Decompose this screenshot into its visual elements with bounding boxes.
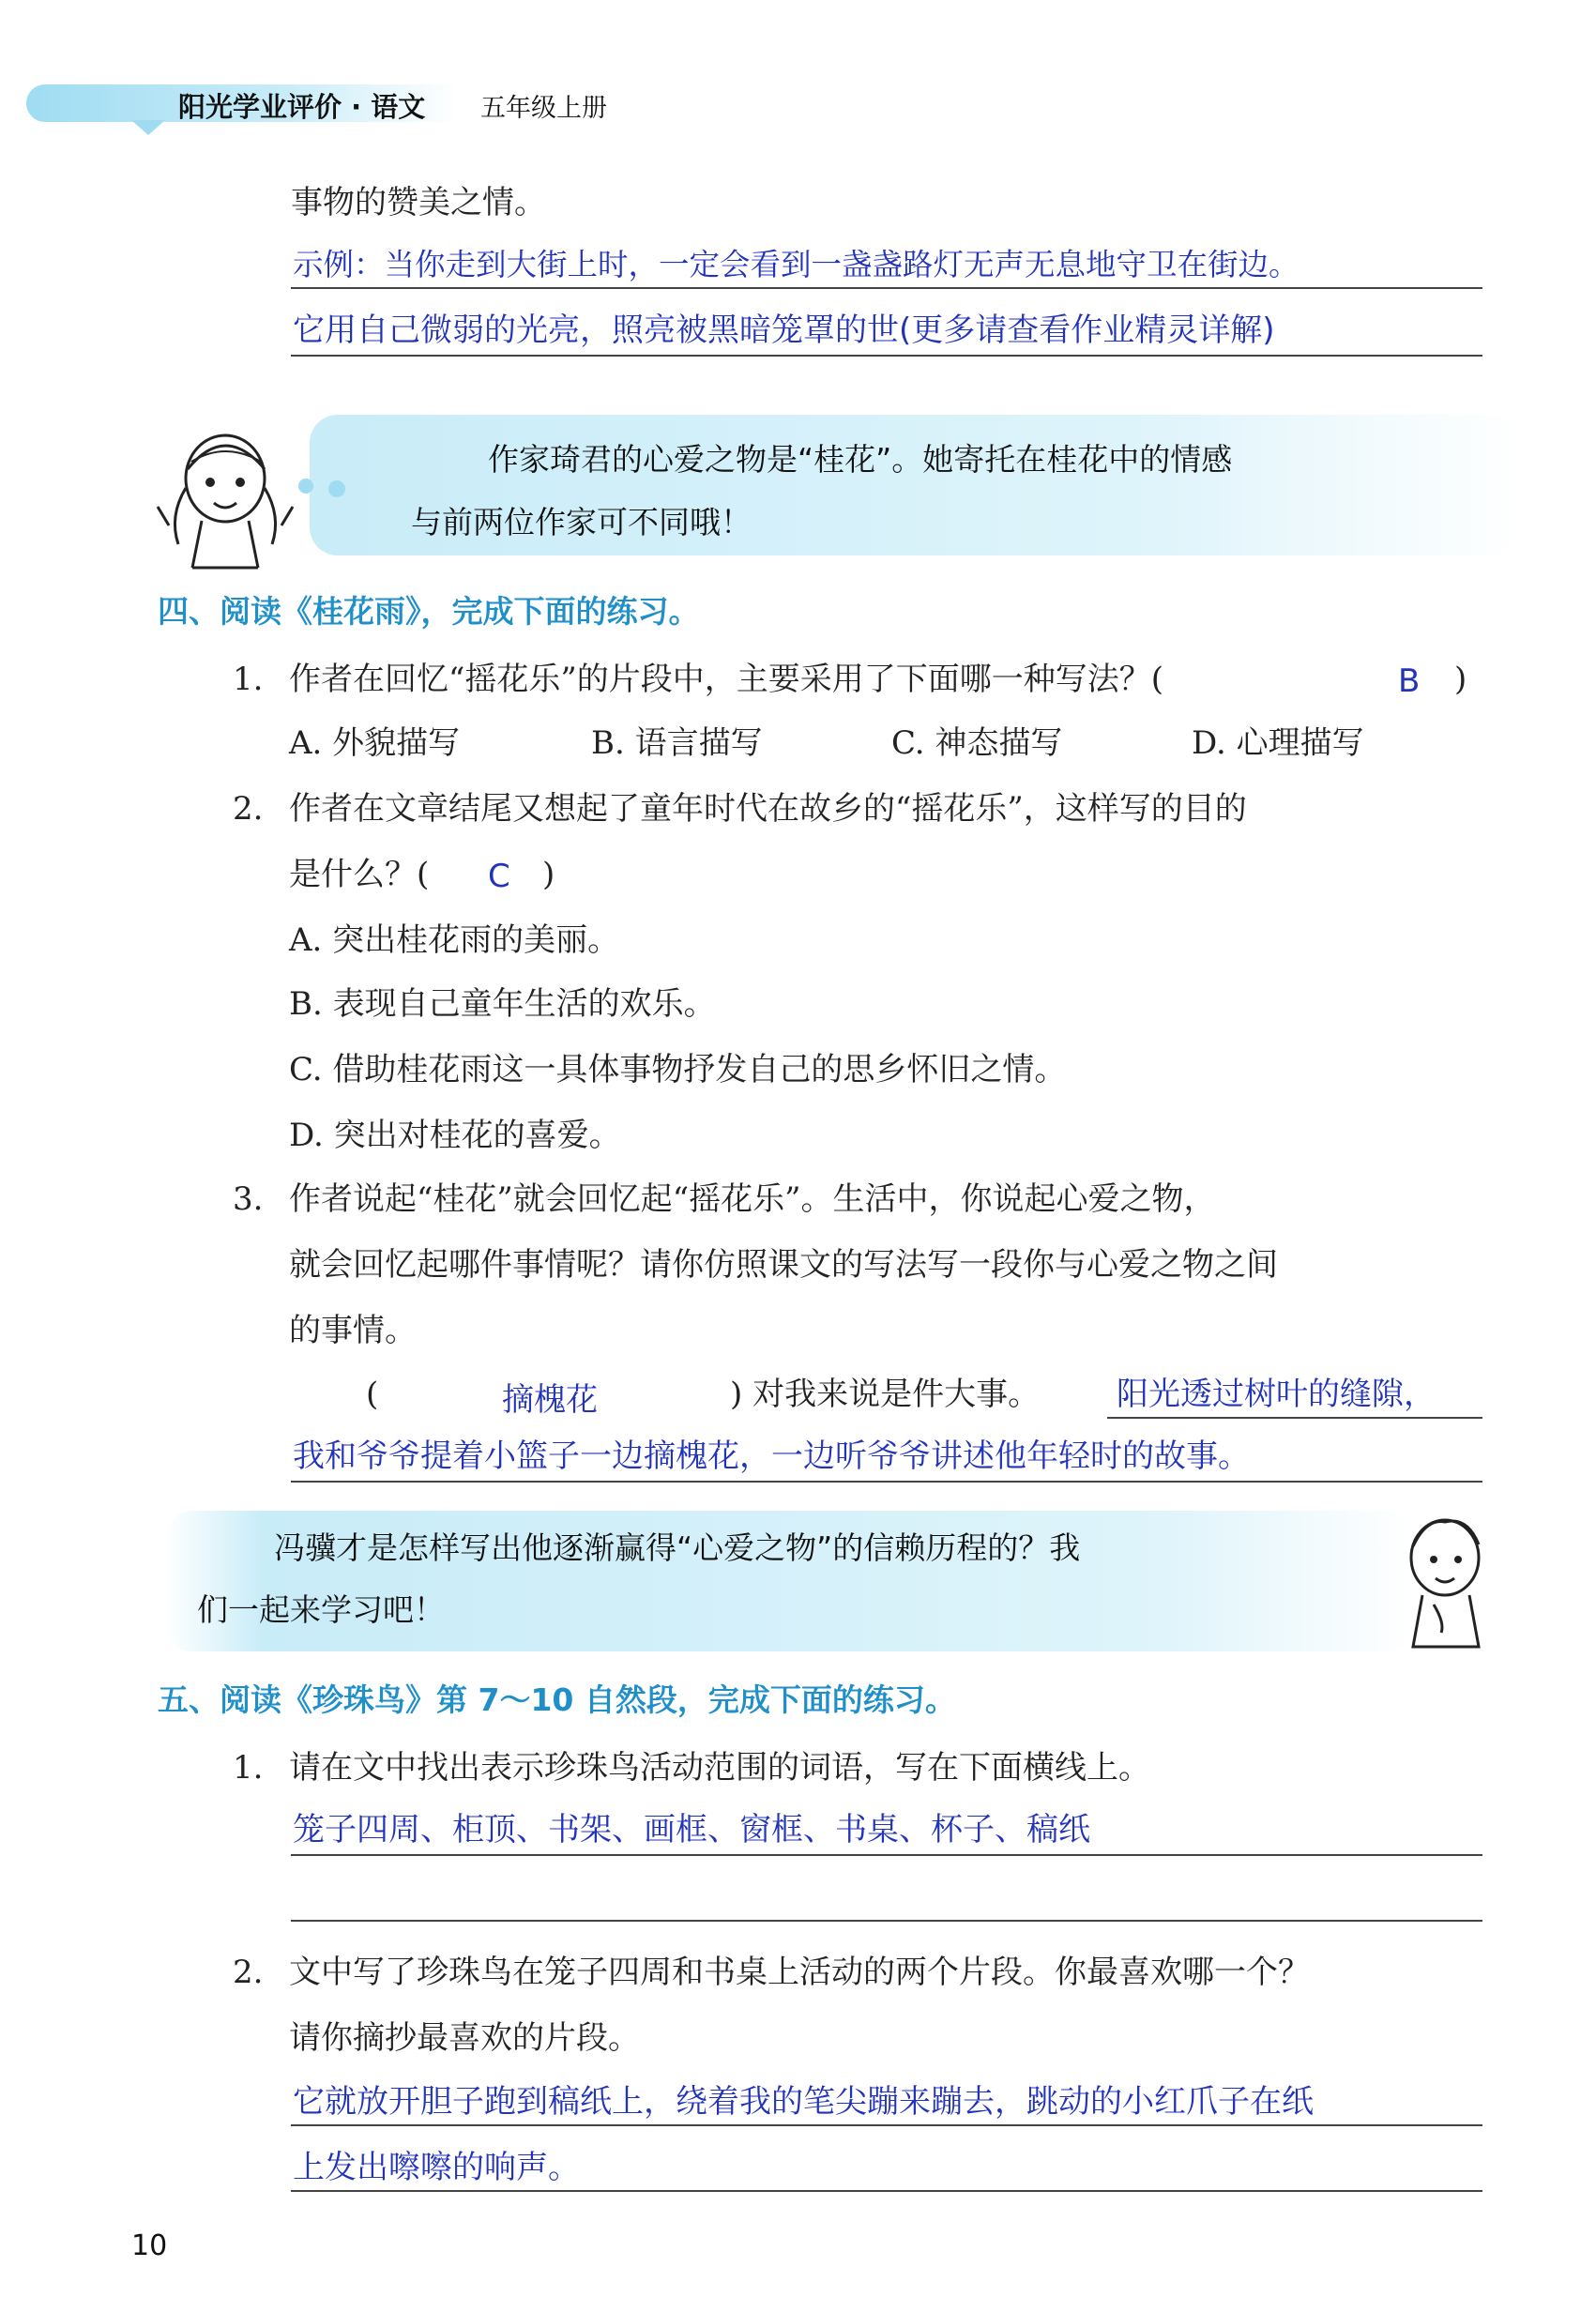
s5-q1-text: 请在文中找出表示珍珠鸟活动范围的词语，写在下面横线上。 — [289, 1749, 1150, 1787]
tip2-line1: 冯骥才是怎样写出他逐渐赢得“心爱之物”的信赖历程的？我 — [274, 1529, 1081, 1566]
q1-option-b: B. 语言描写 — [591, 724, 763, 762]
s5-q1-answer: 笼子四周、柜顶、书架、画框、窗框、书桌、杯子、稿纸 — [293, 1811, 1090, 1848]
s5-q2-line2: 请你摘抄最喜欢的片段。 — [289, 2019, 640, 2057]
page-number: 10 — [131, 2229, 168, 2262]
girl-cartoon-icon — [150, 413, 300, 572]
answer-rule — [291, 355, 1482, 357]
answer-rule — [291, 2190, 1482, 2192]
q1-option-d: D. 心理描写 — [1192, 724, 1364, 762]
section4-heading: 四、阅读《桂花雨》，完成下面的练习。 — [158, 593, 700, 630]
q1-text: 作者在回忆“摇花乐”的片段中，主要采用了下面哪一种写法？( — [289, 661, 1164, 698]
header-title: 阳光学业评价 · 语文 — [178, 91, 426, 123]
q2-option-d: D. 突出对桂花的喜爱。 — [289, 1117, 621, 1154]
bubble-dot — [298, 479, 313, 494]
q3-line3: 的事情。 — [289, 1312, 417, 1349]
s5-q1-number: 1. — [233, 1749, 264, 1787]
answer-rule — [291, 1481, 1482, 1483]
tip-line2: 与前两位作家可不同哦！ — [411, 504, 752, 540]
q2-number: 2. — [233, 790, 264, 828]
q3-sentence: ) 对我来说是件大事。 — [730, 1376, 1041, 1413]
section5-heading: 五、阅读《珍珠鸟》第 7～10 自然段，完成下面的练习。 — [158, 1681, 956, 1718]
q2-line2: 是什么？( — [289, 856, 430, 893]
tip2-line2: 们一起来学习吧！ — [197, 1591, 445, 1628]
q1-number: 1. — [233, 661, 264, 698]
q3-line2: 就会回忆起哪件事情呢？请你仿照课文的写法写一段你与心爱之物之间 — [289, 1246, 1278, 1284]
boy-cartoon-icon — [1389, 1501, 1501, 1651]
q2-option-c: C. 借助桂花雨这一具体事物抒发自己的思乡怀旧之情。 — [289, 1051, 1067, 1088]
q1-close-paren: ) — [1454, 661, 1467, 698]
q3-blank-answer: 摘槐花 — [502, 1381, 598, 1419]
answer-rule — [291, 2124, 1482, 2126]
tip-line1: 作家琦君的心爱之物是“桂花”。她寄托在桂花中的情感 — [488, 441, 1233, 478]
prev-answer-line2: 它用自己微弱的光亮，照亮被黑暗笼罩的世(更多请查看作业精灵详解) — [293, 312, 1275, 349]
bubble-dot — [328, 480, 345, 497]
q2-close-paren: ) — [542, 856, 555, 893]
header-notch — [131, 120, 165, 135]
prev-answer-end: 事物的赞美之情。 — [291, 184, 546, 221]
q3-open-paren: ( — [366, 1376, 379, 1413]
q1-answer: B — [1398, 662, 1421, 700]
answer-rule — [291, 1854, 1482, 1856]
q3-line1: 作者说起“桂花”就会回忆起“摇花乐”。生活中，你说起心爱之物， — [289, 1180, 1216, 1218]
q3-number: 3. — [233, 1180, 264, 1218]
prev-answer-line1: 示例：当你走到大街上时，一定会看到一盏盏路灯无声无息地守卫在街边。 — [293, 247, 1300, 282]
header-grade: 五年级上册 — [480, 94, 607, 123]
answer-rule — [291, 287, 1482, 289]
q1-option-c: C. 神态描写 — [891, 724, 1063, 762]
q1-option-a: A. 外貌描写 — [289, 724, 461, 762]
answer-rule — [1107, 1417, 1482, 1419]
s5-q2-line1: 文中写了珍珠鸟在笼子四周和书桌上活动的两个片段。你最喜欢哪一个？ — [289, 1954, 1310, 1991]
s5-q2-answer-line2: 上发出嚓嚓的响声。 — [293, 2149, 580, 2186]
q3-answer-line2: 我和爷爷提着小篮子一边摘槐花，一边听爷爷讲述他年轻时的故事。 — [293, 1438, 1250, 1475]
q2-answer: C — [488, 858, 510, 895]
q2-option-b: B. 表现自己童年生活的欢乐。 — [289, 985, 716, 1023]
q2-option-a: A. 突出桂花雨的美丽。 — [289, 921, 620, 959]
s5-q2-number: 2. — [233, 1954, 264, 1991]
q3-answer-line1: 阳光透过树叶的缝隙， — [1117, 1376, 1436, 1413]
q2-line1: 作者在文章结尾又想起了童年时代在故乡的“摇花乐”，这样写的目的 — [289, 790, 1247, 828]
s5-q2-answer-line1: 它就放开胆子跑到稿纸上，绕着我的笔尖蹦来蹦去，跳动的小红爪子在纸 — [293, 2083, 1314, 2121]
answer-rule — [291, 1920, 1482, 1922]
